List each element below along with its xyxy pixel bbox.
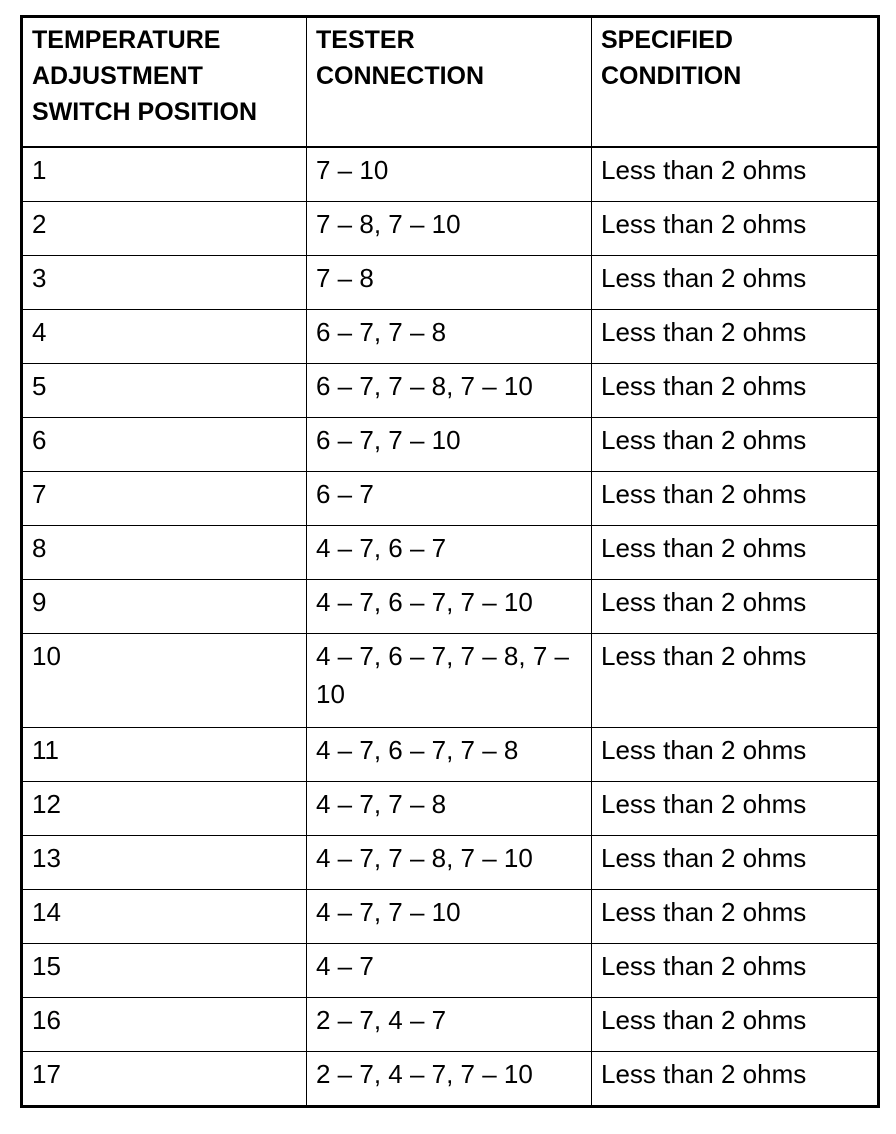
switch-position-cell: 11 [22,728,307,782]
table-row [22,580,879,634]
table-row [22,526,879,580]
tester-connection-cell: 2 – 7, 4 – 7, 7 – 10 [307,1052,592,1107]
specified-condition-cell: Less than 2 ohms [592,580,879,634]
switch-position-cell: 3 [22,256,307,310]
header-switch-position: TEMPERATURE ADJUSTMENT SWITCH POSITION [22,17,307,148]
tester-connection-cell: 4 – 7, 6 – 7 [307,526,592,580]
table-row [22,782,879,836]
switch-test-table [20,15,880,1108]
switch-position-cell: 6 [22,418,307,472]
switch-position-cell: 8 [22,526,307,580]
table-row [22,256,879,310]
table-row [22,147,879,202]
table-row [22,1052,879,1107]
switch-position-cell: 7 [22,472,307,526]
table-row [22,836,879,890]
specified-condition-cell: Less than 2 ohms [592,256,879,310]
switch-position-cell: 4 [22,310,307,364]
switch-position-cell: 9 [22,580,307,634]
specified-condition-cell: Less than 2 ohms [592,634,879,728]
specified-condition-cell: Less than 2 ohms [592,890,879,944]
switch-position-cell: 14 [22,890,307,944]
switch-position-cell: 16 [22,998,307,1052]
tester-connection-cell: 7 – 10 [307,147,592,202]
switch-position-cell: 17 [22,1052,307,1107]
switch-position-cell: 12 [22,782,307,836]
tester-connection-cell: 7 – 8, 7 – 10 [307,202,592,256]
switch-position-cell: 2 [22,202,307,256]
tester-connection-cell: 4 – 7, 6 – 7, 7 – 8 [307,728,592,782]
specified-condition-cell: Less than 2 ohms [592,418,879,472]
specified-condition-cell: Less than 2 ohms [592,364,879,418]
tester-connection-cell: 4 – 7, 7 – 8 [307,782,592,836]
table-row [22,728,879,782]
specified-condition-cell: Less than 2 ohms [592,310,879,364]
tester-connection-cell: 2 – 7, 4 – 7 [307,998,592,1052]
specified-condition-cell: Less than 2 ohms [592,472,879,526]
tester-connection-cell: 4 – 7, 6 – 7, 7 – 8, 7 – 10 [307,634,592,728]
specified-condition-cell: Less than 2 ohms [592,526,879,580]
specified-condition-cell: Less than 2 ohms [592,728,879,782]
switch-position-cell: 10 [22,634,307,728]
table-row [22,998,879,1052]
table-row [22,202,879,256]
tester-connection-cell: 7 – 8 [307,256,592,310]
specified-condition-cell: Less than 2 ohms [592,147,879,202]
switch-position-cell: 1 [22,147,307,202]
table-row [22,364,879,418]
tester-connection-cell: 4 – 7 [307,944,592,998]
tester-connection-cell: 4 – 7, 6 – 7, 7 – 10 [307,580,592,634]
table-row [22,634,879,728]
tester-connection-cell: 4 – 7, 7 – 8, 7 – 10 [307,836,592,890]
specified-condition-cell: Less than 2 ohms [592,202,879,256]
specified-condition-cell: Less than 2 ohms [592,836,879,890]
tester-connection-cell: 6 – 7, 7 – 8, 7 – 10 [307,364,592,418]
specified-condition-cell: Less than 2 ohms [592,1052,879,1107]
tester-connection-cell: 6 – 7, 7 – 8 [307,310,592,364]
header-tester-connection: TESTER CONNECTION [307,17,592,148]
specified-condition-cell: Less than 2 ohms [592,998,879,1052]
table-row [22,310,879,364]
table-row [22,944,879,998]
tester-connection-cell: 4 – 7, 7 – 10 [307,890,592,944]
header-specified-condition: SPECIFIED CONDITION [592,17,879,148]
header-row [22,17,879,148]
specified-condition-cell: Less than 2 ohms [592,944,879,998]
tester-connection-cell: 6 – 7, 7 – 10 [307,418,592,472]
specified-condition-cell: Less than 2 ohms [592,782,879,836]
tester-connection-cell: 6 – 7 [307,472,592,526]
switch-position-cell: 5 [22,364,307,418]
table-row [22,418,879,472]
table-row [22,890,879,944]
switch-position-cell: 15 [22,944,307,998]
table-row [22,472,879,526]
switch-position-cell: 13 [22,836,307,890]
